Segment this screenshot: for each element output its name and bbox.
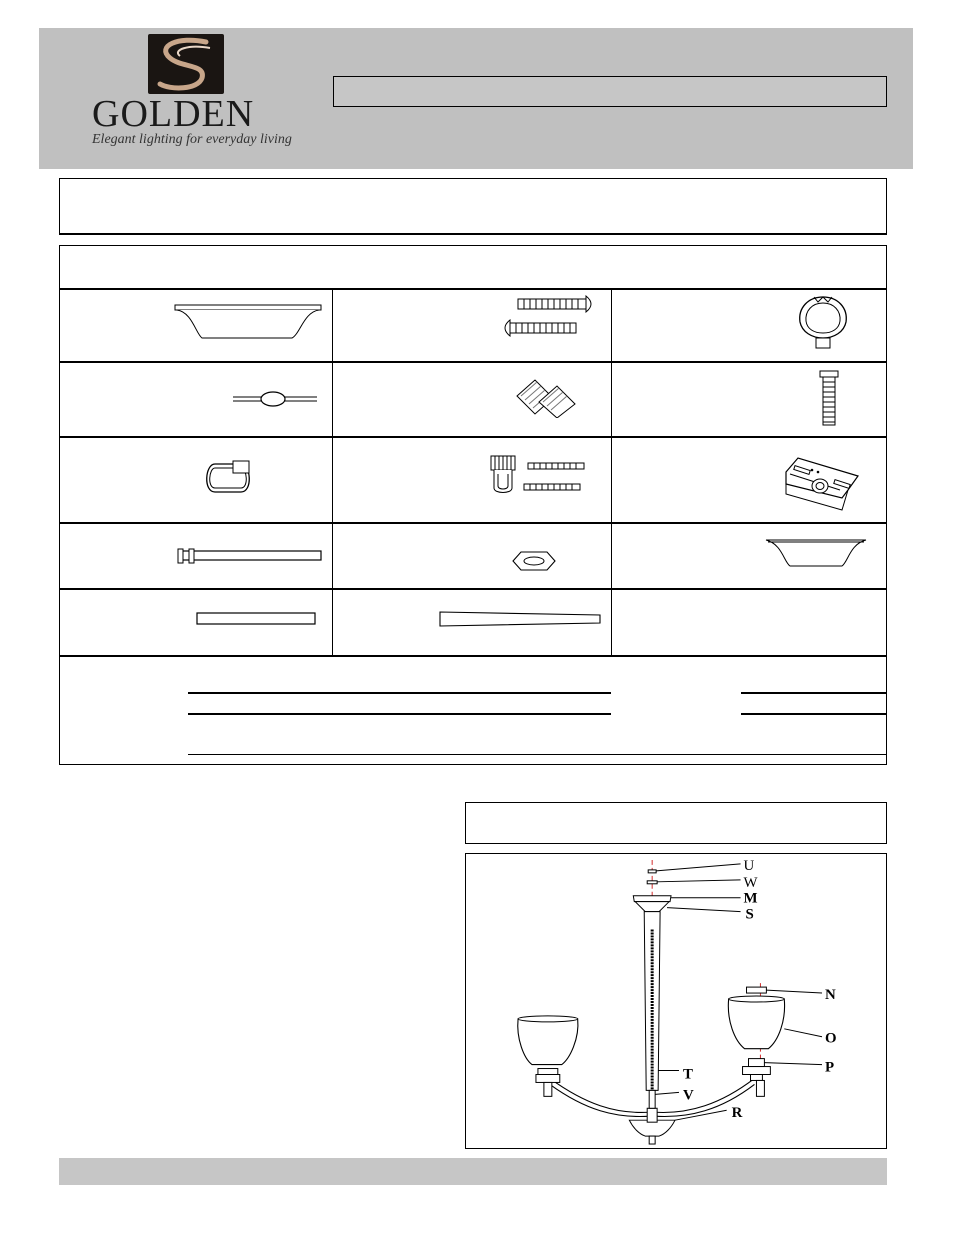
golden-logo-mark xyxy=(148,34,224,94)
part-m xyxy=(633,896,671,902)
row-divider xyxy=(60,288,886,290)
form-line xyxy=(741,692,886,694)
chain-link-icon xyxy=(232,389,318,409)
loop-cover-icon xyxy=(764,536,868,570)
row-divider xyxy=(60,588,886,590)
quick-link-icon xyxy=(201,458,255,498)
hex-nut-icon xyxy=(511,550,557,572)
model-number-box xyxy=(333,76,887,107)
left-shade xyxy=(518,1019,578,1065)
instruction-header-box xyxy=(465,802,887,844)
part-u xyxy=(648,870,656,873)
column-divider xyxy=(611,288,612,655)
label-o: O xyxy=(824,1030,837,1047)
title-box xyxy=(59,178,887,235)
label-v: V xyxy=(682,1087,694,1104)
part-v xyxy=(649,1090,655,1108)
label-m: M xyxy=(743,890,758,907)
form-line xyxy=(188,713,611,715)
label-u: U xyxy=(743,857,755,874)
crossbar-icon xyxy=(782,454,860,520)
screws-icon xyxy=(500,294,596,340)
label-t: T xyxy=(682,1066,693,1083)
row-divider xyxy=(60,361,886,363)
label-w: W xyxy=(743,874,758,891)
column-divider xyxy=(332,288,333,655)
footer-band xyxy=(59,1158,887,1185)
part-s xyxy=(635,902,669,912)
canopy-part-icon xyxy=(174,304,322,342)
mounting-screws-icon xyxy=(488,454,586,500)
row-divider xyxy=(60,436,886,438)
form-line xyxy=(741,713,886,715)
row-divider xyxy=(60,655,886,657)
assembly-diagram xyxy=(465,853,887,1149)
part-o xyxy=(728,999,784,1049)
form-line xyxy=(188,692,611,694)
brand-name: GOLDEN xyxy=(92,93,255,135)
rod-icon xyxy=(196,612,316,626)
label-r: R xyxy=(731,1105,743,1122)
tapered-stem-icon xyxy=(438,610,602,628)
form-line xyxy=(188,754,886,755)
down-rod-icon xyxy=(177,547,323,565)
label-p: P xyxy=(824,1059,835,1076)
part-p xyxy=(749,1059,765,1067)
wire-connectors-icon xyxy=(513,376,579,418)
brand-tagline: Elegant lighting for everyday living xyxy=(92,132,292,147)
label-s: S xyxy=(745,906,754,923)
part-w xyxy=(647,881,657,884)
loop-icon xyxy=(794,294,852,352)
threaded-nipple-icon xyxy=(818,369,840,427)
label-n: N xyxy=(824,987,836,1004)
row-divider xyxy=(60,522,886,524)
part-n xyxy=(747,987,767,993)
